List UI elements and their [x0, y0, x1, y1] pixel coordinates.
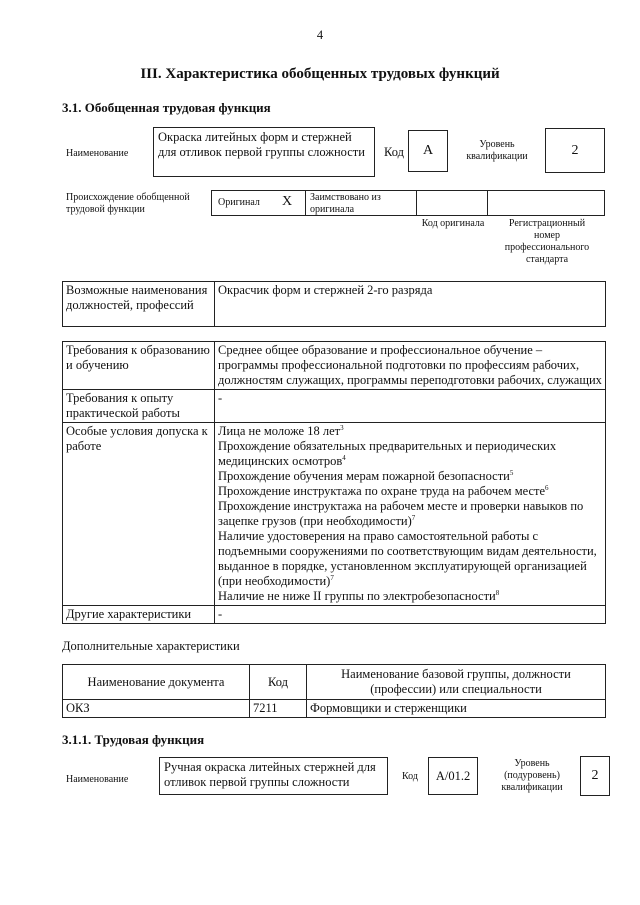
gtf-name-box [153, 127, 375, 177]
tf-name-value: Ручная окраска литейных стержней для отливок первой группы сложности [164, 760, 376, 789]
origin-original-box [211, 190, 306, 216]
additional-header-name: Наименование базовой группы, должности (профессии) или специальности [307, 665, 606, 700]
gtf-code-box [408, 130, 448, 172]
table-row [63, 700, 606, 718]
tf-name-label: Наименование [66, 774, 129, 785]
gtf-code-value: А [422, 143, 434, 158]
additional-header-doc: Наименование документа [63, 665, 250, 700]
origin-label: Происхождение обобщенной трудовой функции [66, 192, 190, 215]
table-row [63, 342, 606, 390]
table-row [63, 665, 606, 700]
gtf-level-label: Уровень квалификации [466, 139, 528, 162]
experience-value: - [215, 390, 606, 423]
table-row [63, 423, 606, 606]
condition-item: Прохождение обязательных предварительных и периодических медицинских осмотров$^4$ [218, 439, 557, 468]
tf-level-box [580, 756, 610, 796]
gtf-name-label: Наименование [66, 148, 129, 159]
table-row [63, 282, 606, 327]
section-title: III. Характеристика обобщенных трудовых функций [140, 66, 500, 82]
additional-table [62, 664, 606, 718]
table-row [63, 390, 606, 423]
additional-row-doc: ОКЗ [63, 700, 250, 718]
page-number: 4 [316, 28, 324, 42]
origin-original-mark: X [282, 194, 293, 209]
gtf-level-value: 2 [571, 143, 579, 158]
other-value: - [215, 606, 606, 624]
origin-code-original-label: Код оригинала [421, 218, 485, 229]
origin-reg-cell [487, 190, 605, 216]
tf-code-value: A/01.2 [435, 769, 471, 783]
additional-row-name: Формовщики и стерженщики [307, 700, 606, 718]
tf-code-label: Код [402, 771, 418, 782]
conditions-cell [215, 423, 606, 606]
education-label: Требования к образованию и обучению [63, 342, 215, 390]
origin-code-cell [416, 190, 488, 216]
education-value: Среднее общее образование и профессиональное обучение – программы профессиональной подготовки по профессиям рабочих, должностям служащих, программы переподготовки рабочих, служащих [215, 342, 606, 390]
additional-title: Дополнительные характеристики [62, 639, 240, 653]
condition-item: Наличие не ниже II группы по электробезопасности$^8$ [218, 588, 500, 603]
tf-name-box [159, 757, 388, 795]
table-row [63, 606, 606, 624]
tf-title: 3.1.1. Трудовая функция [62, 732, 205, 747]
origin-reg-number-label: Регистрационный номер профессионального стандарта [504, 218, 590, 265]
gtf-code-label: Код [384, 145, 404, 159]
condition-item: Прохождение инструктажа по охране труда на рабочем месте$^6$ [218, 483, 549, 498]
requirements-table [62, 341, 606, 624]
additional-header-code: Код [250, 665, 307, 700]
condition-item: Прохождение инструктажа на рабочем месте и проверки навыков по зацепке грузов (при необходимости)$^7$ [218, 499, 584, 528]
gtf-subtitle: 3.1. Обобщенная трудовая функция [62, 100, 271, 115]
tf-level-label: Уровень (подуровень) квалификации [501, 758, 563, 793]
gtf-level-box [545, 128, 605, 173]
gtf-name-value: Окраска литейных форм и стержней для отливок первой группы сложности [158, 130, 365, 159]
positions-label: Возможные наименования должностей, профессий [63, 282, 215, 327]
positions-table [62, 281, 606, 327]
condition-item: Наличие удостоверения на право самостоятельной работы с подъемными сооружениями по соответствующим видам деятельности, выданное в порядке, установленном эксплуатирующей организацией (при необходимости)$^7$ [218, 529, 597, 588]
origin-borrowed-box [305, 190, 417, 216]
other-label: Другие характеристики [63, 606, 215, 624]
additional-row-code: 7211 [250, 700, 307, 718]
positions-value: Окрасчик форм и стержней 2-го разряда [215, 282, 606, 327]
origin-original-label: Оригинал [218, 197, 260, 208]
condition-item: Прохождение обучения мерам пожарной безопасности$^5$ [218, 468, 514, 483]
tf-level-value: 2 [591, 768, 599, 783]
origin-borrowed-label: Заимствовано из оригинала [310, 192, 381, 215]
conditions-label: Особые условия допуска к работе [63, 423, 215, 606]
condition-item: Лица не моложе 18 лет$^3$ [218, 423, 344, 438]
tf-code-box [428, 757, 478, 795]
experience-label: Требования к опыту практической работы [63, 390, 215, 423]
